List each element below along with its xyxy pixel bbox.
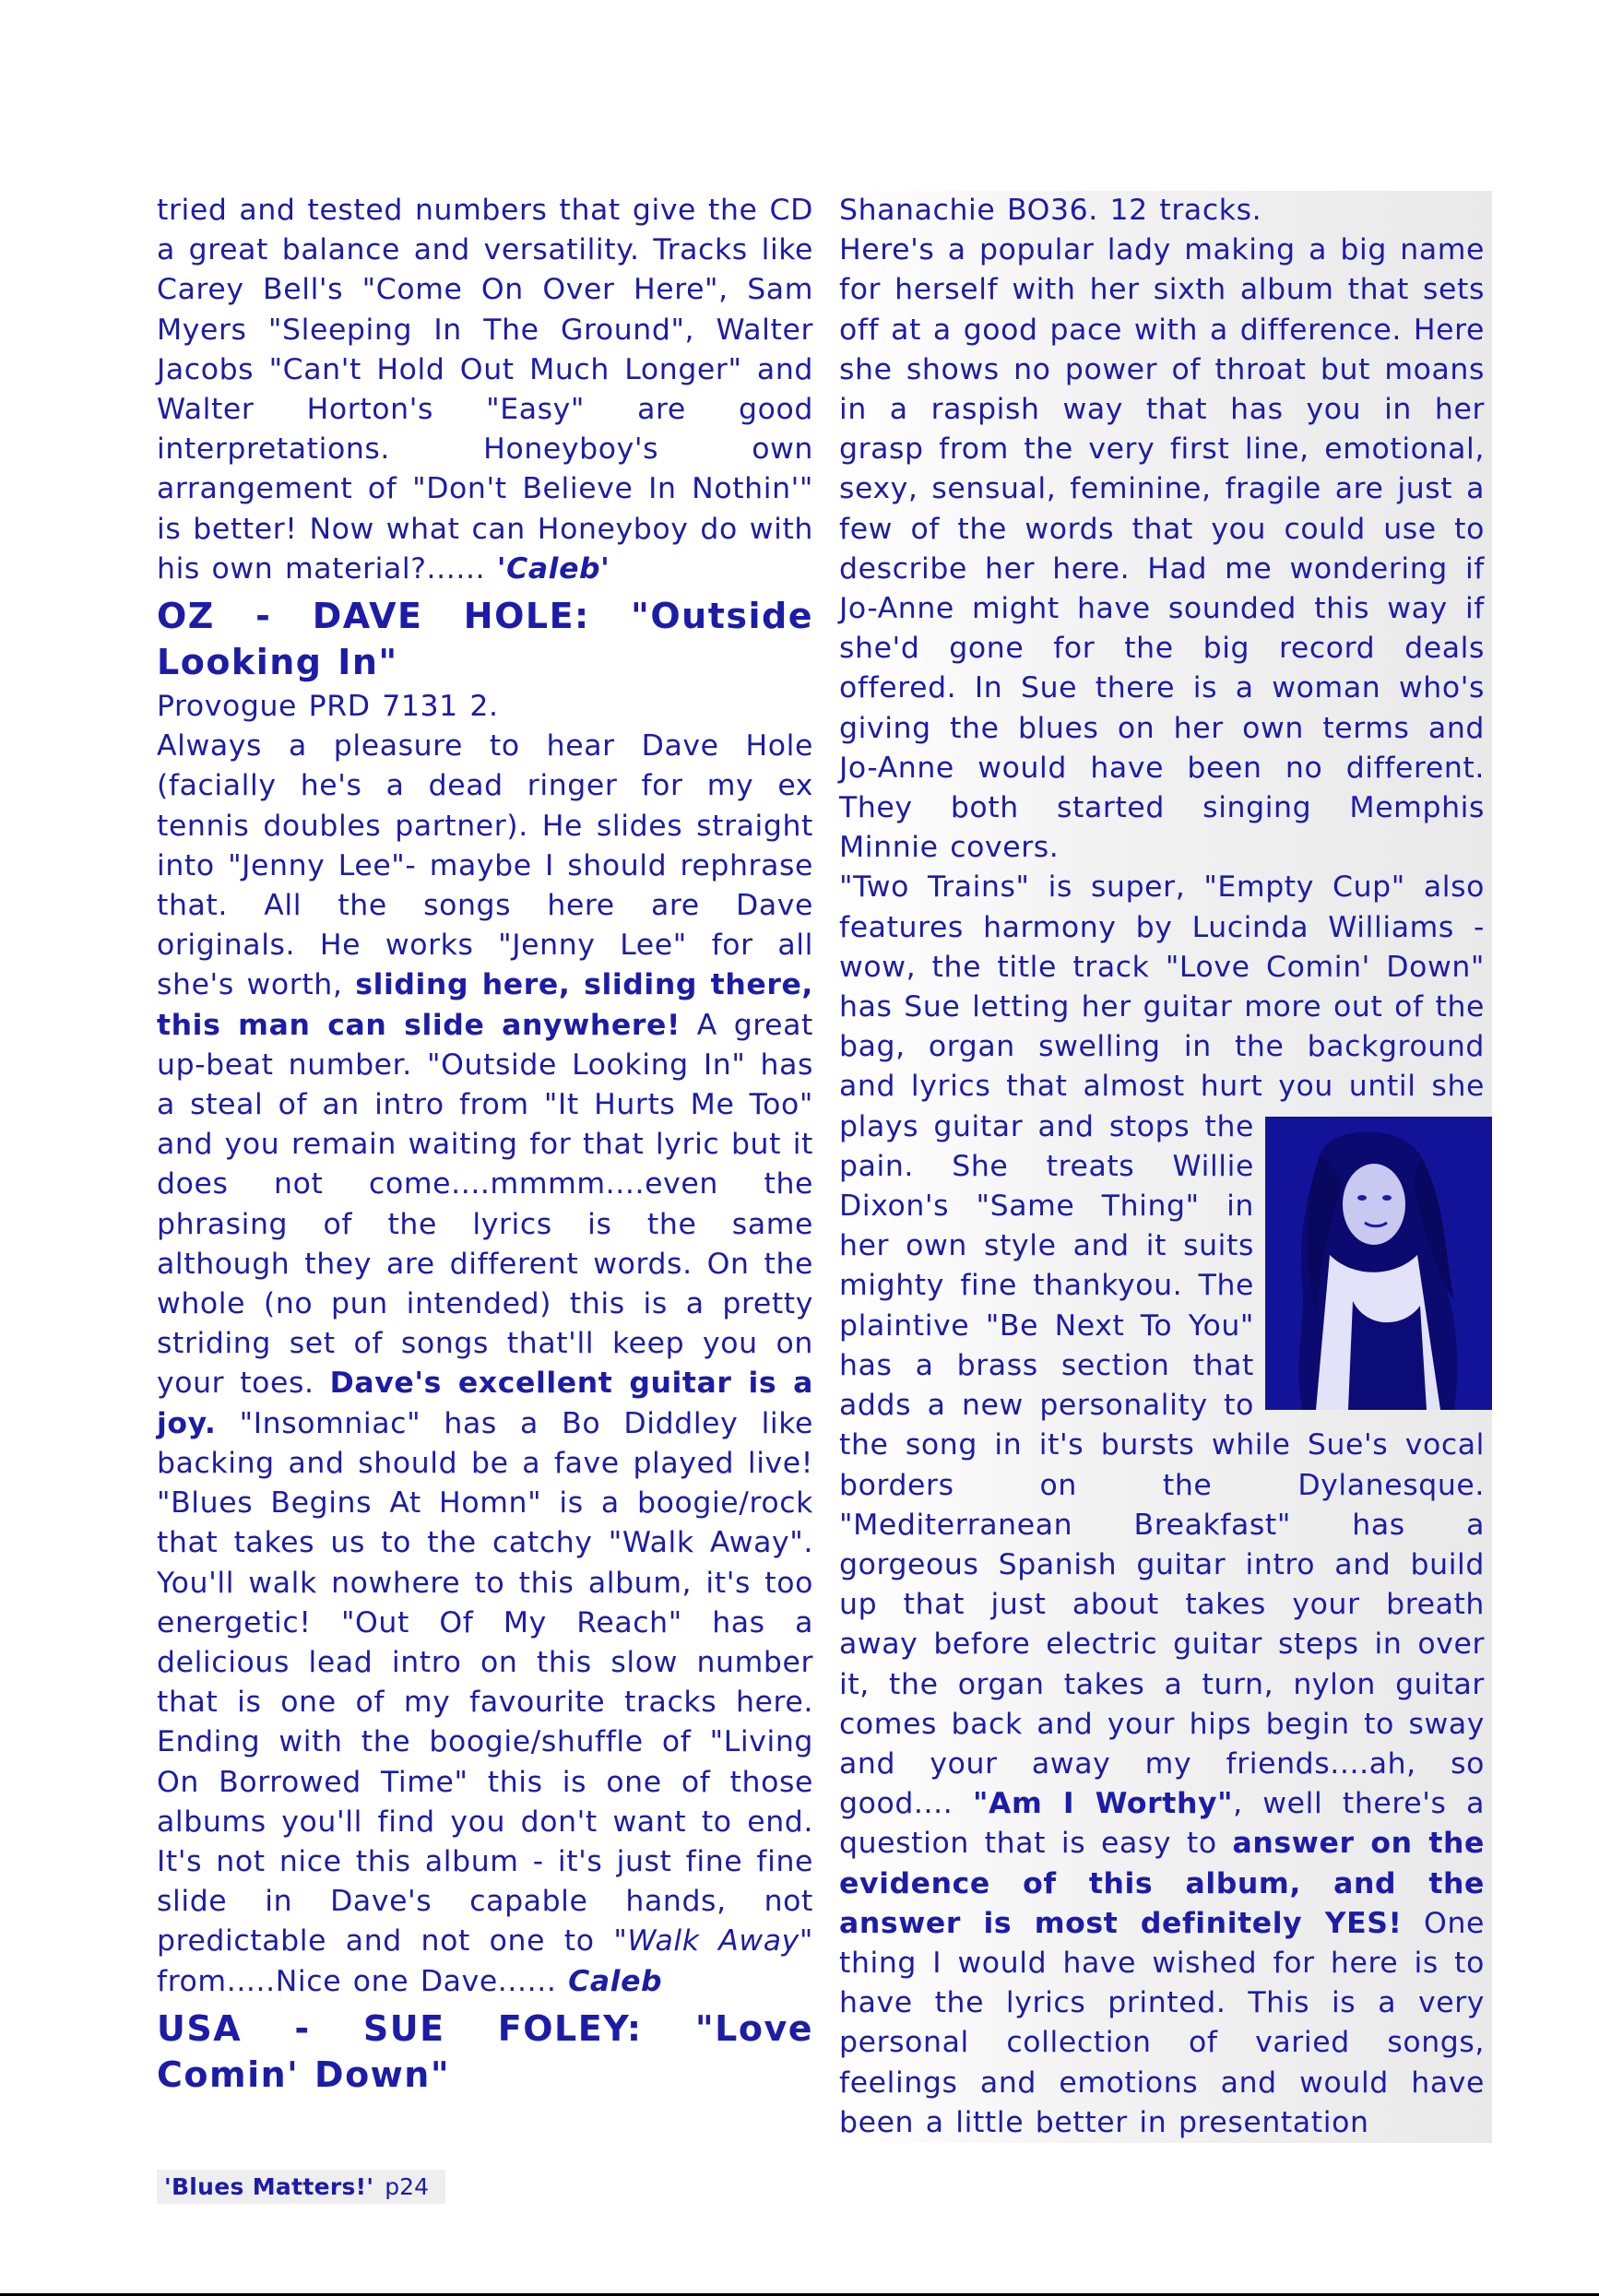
review-continuation-text: tried and tested numbers that give the CD a great balance and versatility. Tracks like Carey Bell's "Come On Over Here", Sam Myers "Sleeping In The Ground", Walter Jacobs "Can't Hold Out Much Longer" and Walter Horton's "Easy" are good interpretations. Honeyboy's own arrangement of "Don't Believe In Nothin'" is better! Now what can Honeyboy do with his own material?...... [157, 194, 813, 586]
review-emphasis: sliding here, sliding there, this man can slide anywhere! [157, 968, 813, 1042]
review-text: Always a pleasure to hear Dave Hole (facially he's a dead ringer for my ex tennis doubles partner). He slides straight into "Jenny Lee"- maybe I should rephrase that. All the songs here are Dave originals. He works "Jenny Lee" for all she's worth, [157, 729, 813, 1002]
review-continuation [157, 191, 813, 589]
review-text: One thing I would have wished for here is to have the lyrics printed. This is a very personal collection of varied songs, feelings and emotions and would have been a little better in presentation [839, 1906, 1485, 2139]
page-footer [157, 2170, 445, 2204]
review-text: until she plays guitar and stops the pain. She treats Willie Dixon's "Same Thing" in her own style and it suits mighty fine thankyou. The plaintive "Be Next To You" has a brass section that adds a new personality to the song in it's bursts while Sue's vocal borders on the Dylanesque. "Mediterranean Breakfast" has a gorgeous Spanish guitar intro and build up that just about takes your breath away before electric guitar steps in over it, the organ takes a turn, nylon guitar comes back and your hips begin to sway and your away my friends....ah, so good.... [839, 1070, 1485, 1821]
review-italic: "Walk Away" [613, 1924, 813, 1959]
review-body-dave-hole [157, 727, 813, 2002]
right-column [832, 191, 1492, 2143]
review-body-sue-foley-intro: Here's a popular lady making a big name for herself with her sixth album that sets off at a good pace with a difference. Here she shows no power of throat but moans in a raspish way that has you in her grasp from the very first line, emotional, sexy, sensual, feminine, fragile are just a few of the words that you could use to describe her here. Had me wondering if Jo-Anne might have sounded this way if she'd gone for the big record deals offered. In Sue there is a woman who's giving the blues on her own terms and Jo-Anne would have been no different. They both started singing Memphis Minnie covers. [839, 233, 1485, 865]
review-emphasis: Dave's excellent guitar is a joy. [157, 1367, 813, 1440]
magazine-name: 'Blues Matters!' [164, 2173, 374, 2200]
reviewer-signature: 'Caleb' [496, 551, 610, 586]
review-emphasis: answer on the evidence of this album, and the answer is most definitely YES! [839, 1827, 1485, 1940]
page-number: p24 [385, 2173, 429, 2200]
sue-foley-photo [1265, 1117, 1492, 1410]
review-headline-sue-foley: USA - SUE FOLEY: "Love Comin' Down" [157, 2007, 813, 2095]
review-text: "Insomniac" has a Bo Diddley like backing and should be a fave played live! "Blues Begins At Homn" is a boogie/rock that takes us to the catchy "Walk Away". You'll walk nowhere to this album, it's too energetic! "Out Of My Reach" has a delicious lead intro on this slow number that is one of my favourite tracks here. Ending with the boogie/shuffle of "Living On Borrowed Time" this is one of those albums you'll find you don't want to end. It's not nice this album - it's just fine fine slide in Dave's capable hands, not predictable and not one to [157, 1406, 813, 1959]
review-text: , well there's a question that is easy to [839, 1787, 1485, 1861]
album-label-info: Provogue PRD 7131 2. [157, 690, 499, 724]
review-emphasis: "Am I Worthy" [972, 1787, 1234, 1821]
review-body-sue-foley [839, 868, 1485, 2143]
review-text: from.....Nice one Dave...... [157, 1964, 557, 1998]
reviewer-signature: Caleb [568, 1964, 663, 1998]
album-label-info: Shanachie BO36. 12 tracks. [839, 194, 1262, 227]
review-text: A great up-beat number. "Outside Looking In" has a steal of an intro from "It Hurts Me Too" and you remain waiting for that lyric but it does not come....mmmm....even the phrasing of the lyrics is the same although they are different words. On the whole (no pun intended) this is a pretty striding set of songs that'll keep you on your toes. [157, 1008, 813, 1401]
review-headline-dave-hole: OZ - DAVE HOLE: "Outside Looking In" [157, 596, 813, 683]
portrait-image [1265, 1117, 1492, 1410]
left-column [157, 191, 813, 2100]
review-text: "Two Trains" is super, "Empty Cup" also features harmony by Lucinda Williams - wow, the title track "Love Comin' Down" has Sue letting her guitar more out of the bag, organ swelling in the background and lyrics that almost hurt you [839, 870, 1485, 1104]
